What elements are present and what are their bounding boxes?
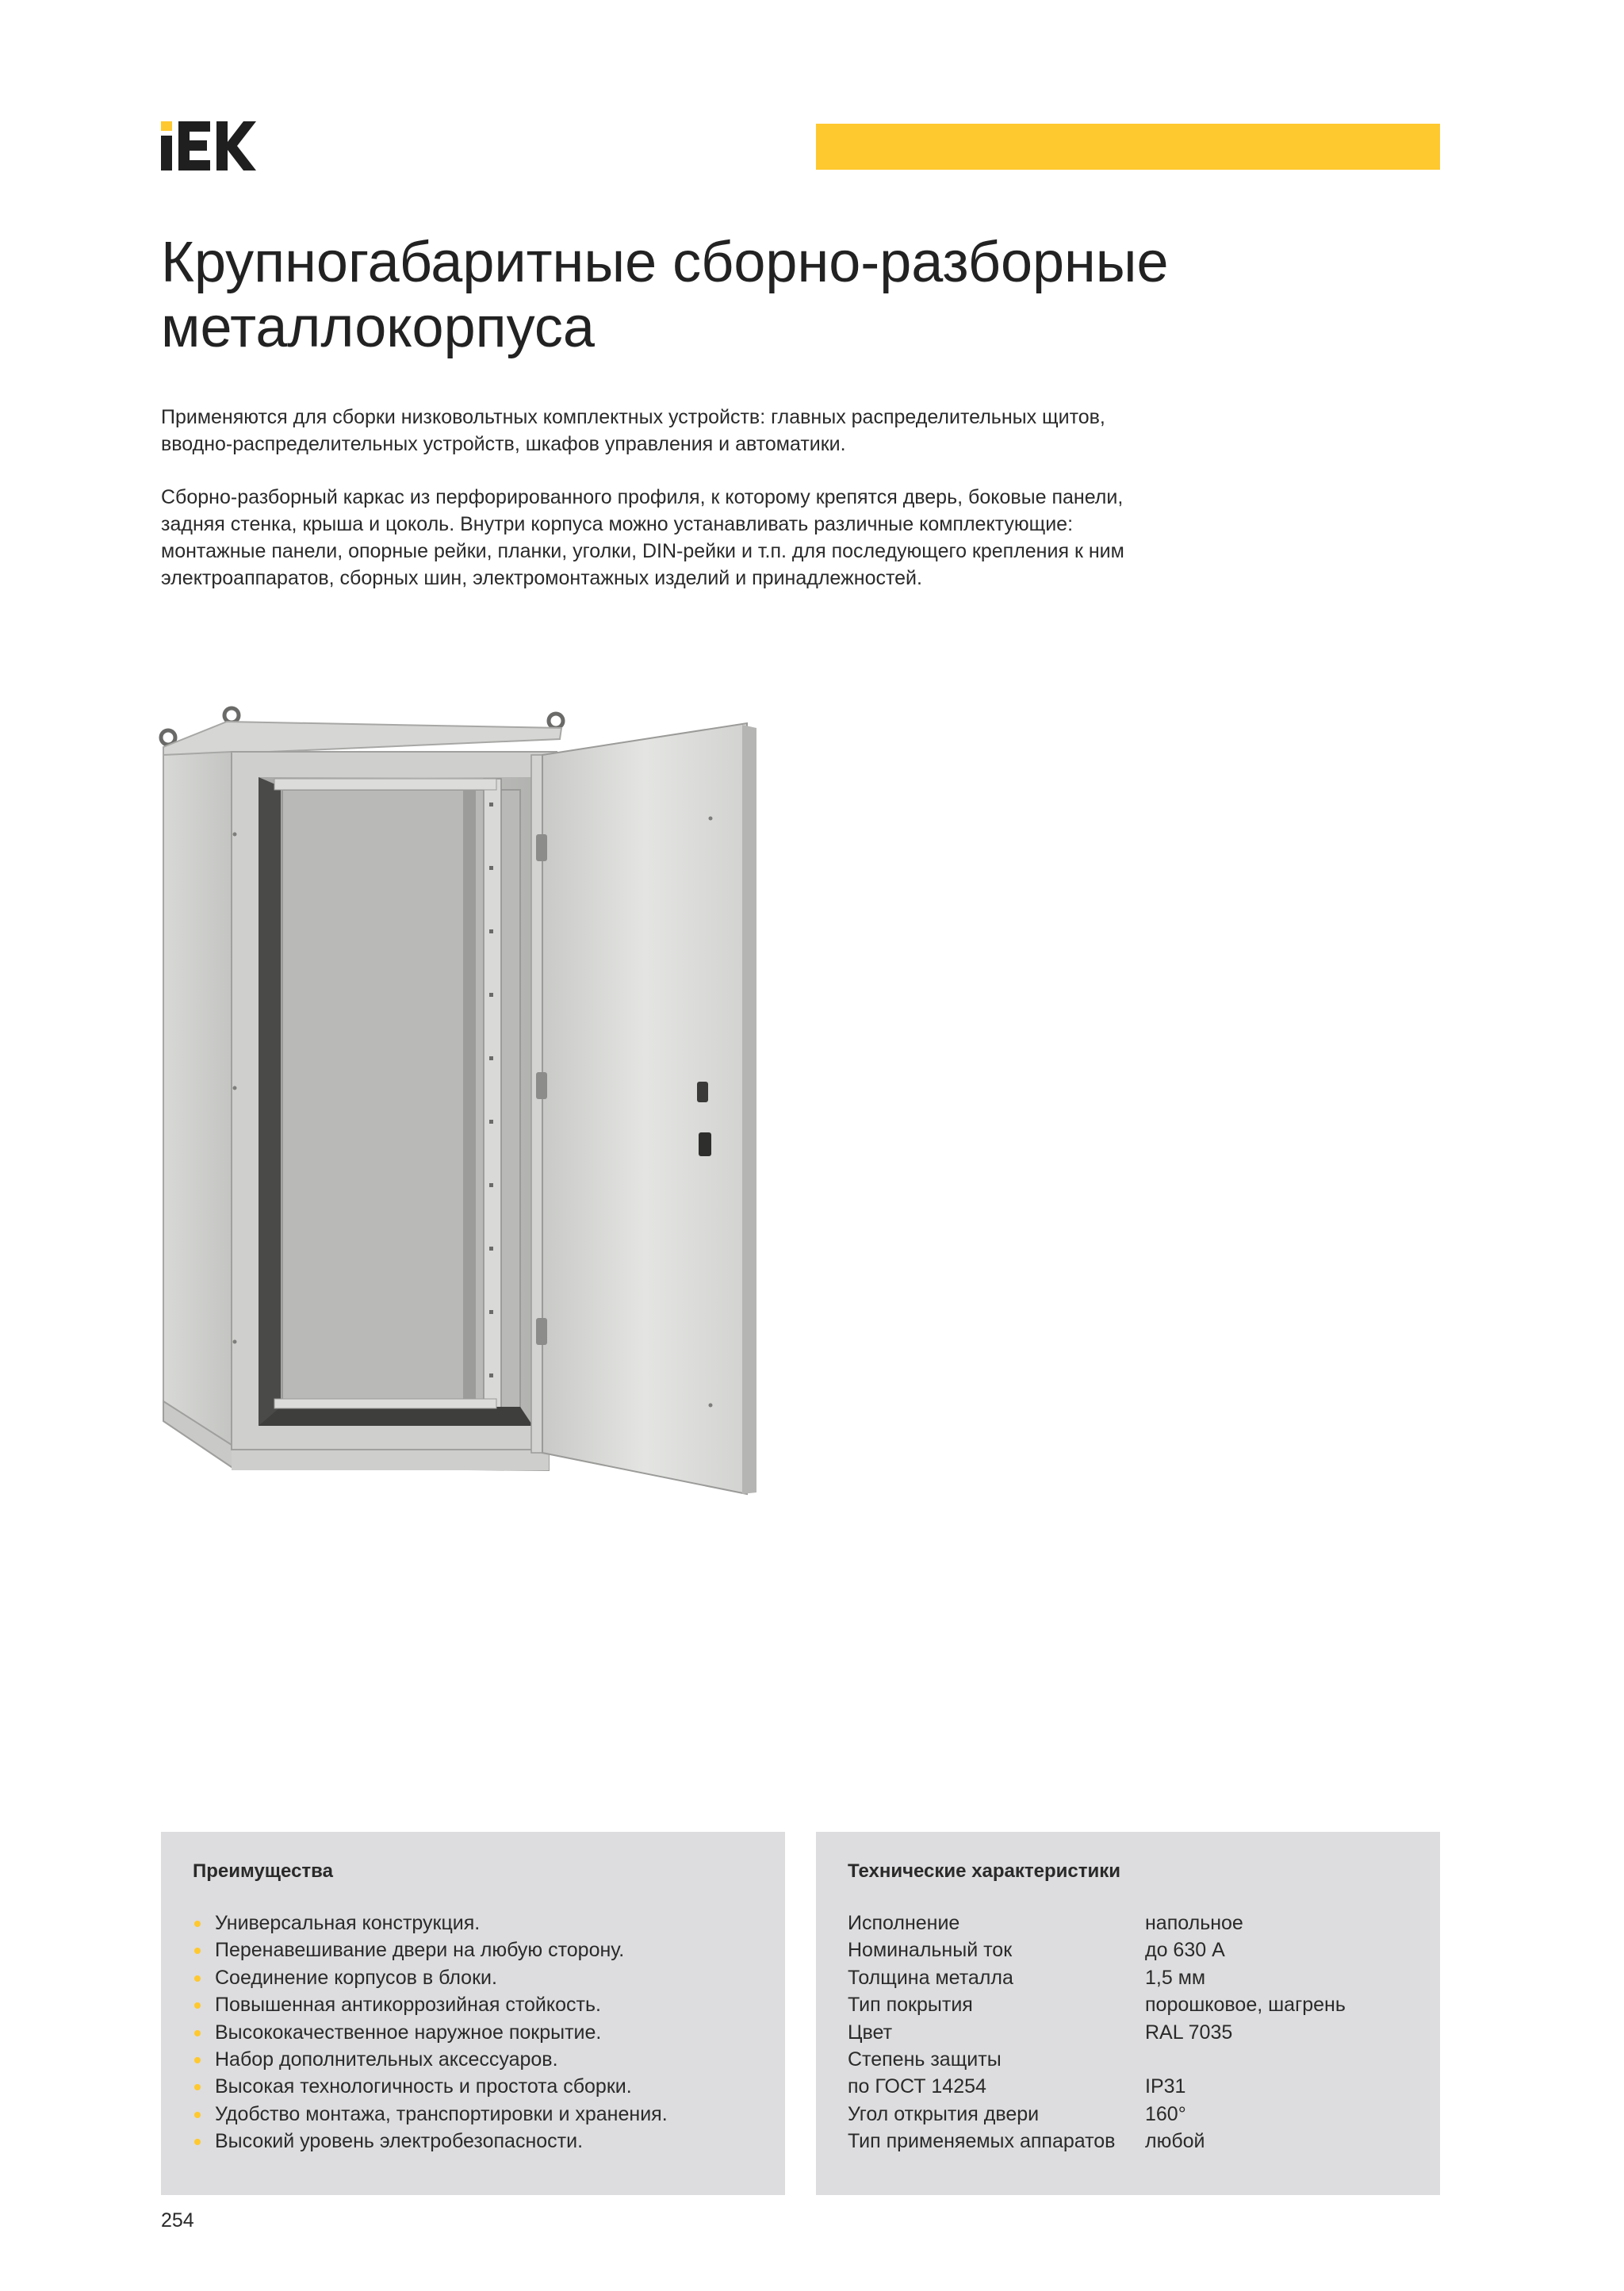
spec-key: Цвет <box>848 2021 893 2044</box>
text-line: вводно-распределительных устройств, шкафов управления и автоматики. <box>161 433 846 455</box>
spec-value: до 630 А <box>1145 1939 1225 1962</box>
bullet-icon <box>194 2057 201 2063</box>
table-row <box>848 2019 1346 2046</box>
list-item <box>193 1937 668 1963</box>
advantage-text: Перенавешивание двери на любую сторону. <box>215 1939 625 1962</box>
spec-value: напольное <box>1145 1912 1243 1934</box>
table-row <box>848 1964 1346 1991</box>
list-item <box>193 2046 668 2073</box>
spec-key: Исполнение <box>848 1912 960 1934</box>
spec-key: Угол открытия двери <box>848 2102 1040 2125</box>
list-item <box>193 2128 668 2155</box>
spec-key: Тип применяемых аппаратов <box>848 2130 1116 2153</box>
list-item <box>193 2101 668 2128</box>
text-line: задняя стенка, крыша и цоколь. Внутри корпуса можно устанавливать различные комплектующие: <box>161 513 1074 535</box>
list-item <box>193 1991 668 2018</box>
advantage-text: Универсальная конструкция. <box>215 1912 481 1934</box>
bullet-icon <box>194 2030 201 2036</box>
title-line: металлокорпуса <box>161 296 595 359</box>
table-row <box>848 1910 1346 1937</box>
advantage-text: Повышенная антикоррозийная стойкость. <box>215 1994 601 2017</box>
bullet-icon <box>194 1948 201 1954</box>
text-line: электроаппаратов, сборных шин, электромонтажных изделий и принадлежностей. <box>161 567 922 589</box>
advantage-text: Соединение корпусов в блоки. <box>215 1966 497 1989</box>
spec-value: 160° <box>1145 2102 1186 2125</box>
table-row <box>848 2128 1346 2155</box>
text-line: Сборно-разборный каркас из перфорированного профиля, к которому крепятся дверь, боковые панели, <box>161 486 1124 508</box>
bullet-icon <box>194 1921 201 1927</box>
advantage-text: Набор дополнительных аксессуаров. <box>215 2048 558 2071</box>
header-yellow-bar <box>816 124 1440 170</box>
table-row <box>848 1937 1346 1963</box>
text-line: Применяются для сборки низковольтных комплектных устройств: главных распределительных щитов, <box>161 406 1105 428</box>
bullet-icon <box>194 2084 201 2090</box>
cabinet-image <box>155 692 758 1500</box>
advantage-text: Высокая технологичность и простота сборки. <box>215 2075 632 2098</box>
page-title <box>161 230 1350 360</box>
spec-value: 1,5 мм <box>1145 1966 1206 1989</box>
spec-value: порошковое, шагрень <box>1145 1994 1346 2017</box>
table-row <box>848 2073 1346 2100</box>
table-row <box>848 1991 1346 2018</box>
spec-value: любой <box>1145 2130 1205 2153</box>
iek-logo <box>161 121 256 170</box>
bullet-icon <box>194 1975 201 1982</box>
table-row <box>848 2101 1346 2128</box>
spec-key: по ГОСТ 14254 <box>848 2075 986 2098</box>
specs-panel <box>816 1832 1440 2195</box>
advantages-panel <box>161 1832 785 2195</box>
page-number: 254 <box>161 2209 194 2232</box>
intro-paragraph-1 <box>161 404 1398 458</box>
list-item <box>193 1910 668 1937</box>
advantages-list <box>193 1910 668 2155</box>
specs-title: Технические характеристики <box>848 1860 1121 1882</box>
specs-table <box>848 1910 1346 2155</box>
list-item <box>193 2019 668 2046</box>
spec-value: RAL 7035 <box>1145 2021 1233 2044</box>
bullet-icon <box>194 2139 201 2145</box>
spec-key: Тип покрытия <box>848 1994 973 2017</box>
list-item <box>193 2073 668 2100</box>
spec-key: Степень защиты <box>848 2048 1002 2071</box>
advantage-text: Высококачественное наружное покрытие. <box>215 2021 602 2044</box>
spec-value <box>1145 2046 1346 2073</box>
spec-key: Толщина металла <box>848 1966 1013 1989</box>
advantage-text: Высокий уровень электробезопасности. <box>215 2130 584 2153</box>
advantage-text: Удобство монтажа, транспортировки и хранения. <box>215 2102 668 2125</box>
title-line: Крупногабаритные сборно-разборные <box>161 231 1169 294</box>
spec-value: IP31 <box>1145 2075 1186 2098</box>
bullet-icon <box>194 2002 201 2009</box>
advantages-title: Преимущества <box>193 1860 333 1882</box>
intro-paragraph-2 <box>161 484 1398 592</box>
spec-key: Номинальный ток <box>848 1939 1013 1962</box>
bullet-icon <box>194 2112 201 2118</box>
list-item <box>193 1964 668 1991</box>
table-row <box>848 2046 1346 2073</box>
text-line: монтажные панели, опорные рейки, планки, уголки, DIN-рейки и т.п. для последующего крепления к ним <box>161 540 1124 562</box>
